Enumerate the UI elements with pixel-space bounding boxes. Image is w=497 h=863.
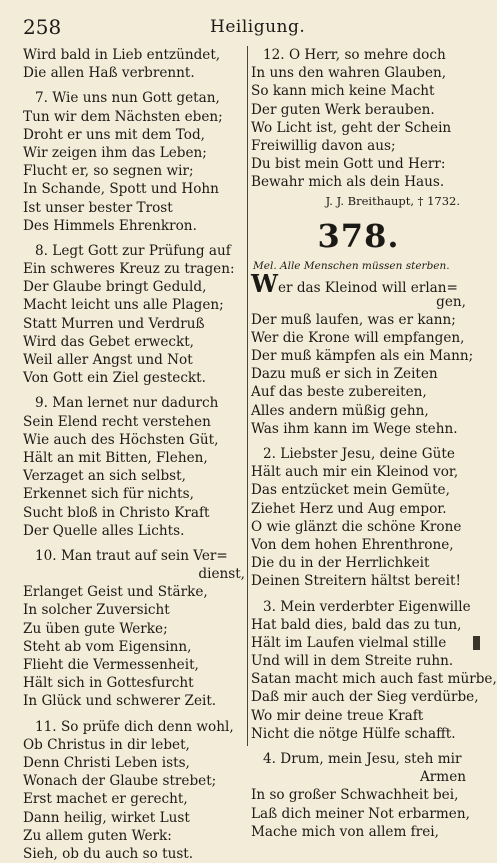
verse-line-carry: gen, [436,293,466,310]
verse-line: 12. O Herr, so mehre doch [263,47,446,63]
verse-line: Hält sich in Gottesfurcht [23,675,194,692]
verse-7 [23,89,245,235]
left-column [23,46,245,863]
verse-line: Ein schweres Kreuz zu tragen: [23,261,235,278]
verse-line: Von dem hohen Ehrenthrone, [251,536,454,553]
verse-line: Des Himmels Ehrenkron. [23,217,197,234]
verse-line: O wie glänzt die schöne Krone [251,518,462,535]
verse-line: Von Gott ein Ziel gesteckt. [23,370,206,387]
verse-line: Wie auch des Höchsten Güt, [23,431,219,448]
verse-8 [23,242,245,388]
verse-line: Ist unser bester Trost [23,199,173,216]
verse-line: In uns den wahren Glauben, [251,65,447,82]
verse-line: Der Glaube bringt Geduld, [23,279,207,296]
verse-line: Deinen Streitern hältst bereit! [251,573,461,590]
verse-line: Sucht bloß in Christo Kraft [23,504,210,521]
verse-line: Wird bald in Lieb entzündet, [23,47,221,63]
verse-line: Hält an mit Bitten, Flehen, [23,449,208,466]
verse-line: Denn Christi Leben ists, [23,754,190,771]
verse-11 [23,718,245,863]
verse-line: Mache mich von allem frei, [251,823,439,840]
verse-line: Das entzücket mein Gemüte, [251,482,450,499]
verse-line: Statt Murren und Verdruß [23,315,205,332]
hymn-verse-2 [251,445,466,591]
page-edge-mark [473,636,480,650]
verse-line: 8. Legt Gott zur Prüfung auf [35,242,231,259]
verse-line: Erlanget Geist und Stärke, [23,584,208,601]
verse-line: Satan macht mich auch fast mürbe, [251,671,497,688]
running-head: Heiligung. [210,17,306,37]
melody-note: Mel. Alle Menschen müssen sterben. [253,259,450,272]
verse-line: Laß dich meiner Not erbarmen, [251,805,470,822]
verse-line: Ziehet Herz und Aug empor. [251,500,447,517]
verse-line: Alles andern müßig gehn, [251,402,429,419]
verse-line: Flucht er, so segnen wir; [23,163,194,180]
verse-line: Tun wir dem Nächsten eben; [23,108,223,125]
verse-line: Dazu muß er sich in Zeiten [251,366,438,383]
verse-line: Droht er uns mit dem Tod, [23,126,205,143]
verse-line: Nicht die nötge Hülfe schafft. [251,725,456,742]
verse-line: Verzaget an sich selbst, [23,468,186,485]
hymn-verse-4 [251,750,470,841]
verse-line: Wonach der Glaube strebet; [23,773,217,790]
verse-line: Wir zeigen ihm das Leben; [23,144,207,161]
verse-line: Zu üben gute Werke; [23,620,168,637]
verse-line: 3. Mein verderbter Eigenwille [263,598,471,615]
page-number: 258 [23,15,62,39]
verse-line: Der Quelle alles Lichts. [23,522,185,539]
verse-line-carry: dienst, [198,566,245,583]
verse-line: Bewahr mich als dein Haus. [251,174,445,191]
verse-line: Hält im Laufen vielmal stille [251,634,447,651]
verse-line: Und will in dem Streite ruhn. [251,653,454,670]
verse-line: Daß mir auch der Sieg verdürbe, [251,689,479,706]
verse-line: Freiwillig davon aus; [251,137,396,154]
column-divider [247,46,248,746]
verse-line: Sein Elend recht verstehen [23,413,211,430]
verse-line: Die allen Haß verbrennt. [23,65,195,82]
drop-cap: W [251,268,278,298]
verse-line: 11. So prüfe dich denn wohl, [35,718,234,735]
verse-line: In Glück und schwerer Zeit. [23,693,217,710]
author-attribution: J. J. Breithaupt, † 1732. [325,193,460,208]
verse-line: Ob Christus in dir lebet, [23,736,190,753]
verse-10 [23,547,245,711]
verse-line: Wo Licht ist, geht der Schein [251,119,452,136]
verse-line: Flieht die Vermessenheit, [23,657,199,673]
verse-line: 10. Man traut auf sein Ver= [35,547,228,564]
verse-line: Steht ab vom Eigensinn, [23,638,192,655]
first-line-text: er das Kleinod will erlan= [277,279,458,296]
first-line [251,268,466,298]
verse-line: Was ihm kann im Wege stehn. [251,420,458,437]
verse-line-carry: Armen [419,769,466,786]
verse-line: Der muß kämpfen als ein Mann; [251,348,474,365]
verse-fragment [23,46,245,82]
verse-line: Sieh, ob du auch so tust. [23,845,194,862]
verse-line: 2. Liebster Jesu, deine Güte [263,446,455,462]
verse-line: Erkennet sich für nichts, [23,486,194,503]
verse-line: Wo mir deine treue Kraft [251,707,424,724]
verse-line: Die du in der Herrlichkeit [251,555,430,572]
verse-12 [251,46,466,192]
verse-line: Weil aller Angst und Not [23,352,193,368]
verse-line: Dann heilig, wirket Lust [23,809,190,826]
verse-line: Hat bald dies, bald das zu tun, [251,616,462,633]
verse-line: Wird das Gebet erweckt, [23,333,194,350]
verse-line: In so großer Schwachheit bei, [251,787,459,804]
verse-line: Wer die Krone will empfangen, [251,329,465,346]
verse-9 [23,394,245,540]
verse-line: Der muß laufen, was er kann; [251,311,456,328]
verse-line: 9. Man lernet nur dadurch [35,395,219,412]
verse-line: So kann mich keine Macht [251,83,435,100]
verse-line: In solcher Zuversicht [23,602,170,619]
verse-line: Hält auch mir ein Kleinod vor, [251,464,459,481]
verse-line: Macht leicht uns alle Plagen; [23,297,224,314]
verse-line: 4. Drum, mein Jesu, steh mir [263,751,462,767]
verse-line: Erst machet er gerecht, [23,791,188,808]
verse-line: Auf das beste zubereiten, [251,384,427,401]
verse-line: Der guten Werk berauben. [251,101,435,118]
hymn-verse-1 [251,268,474,439]
hymn-number: 378. [317,216,400,255]
hymn-verse-3 [251,598,497,744]
verse-line: Zu allem guten Werk: [23,827,172,844]
right-column [251,46,497,841]
verse-line: Du bist mein Gott und Herr: [251,156,446,173]
verse-line: In Schande, Spott und Hohn [23,181,219,198]
verse-line: 7. Wie uns nun Gott getan, [35,90,220,107]
